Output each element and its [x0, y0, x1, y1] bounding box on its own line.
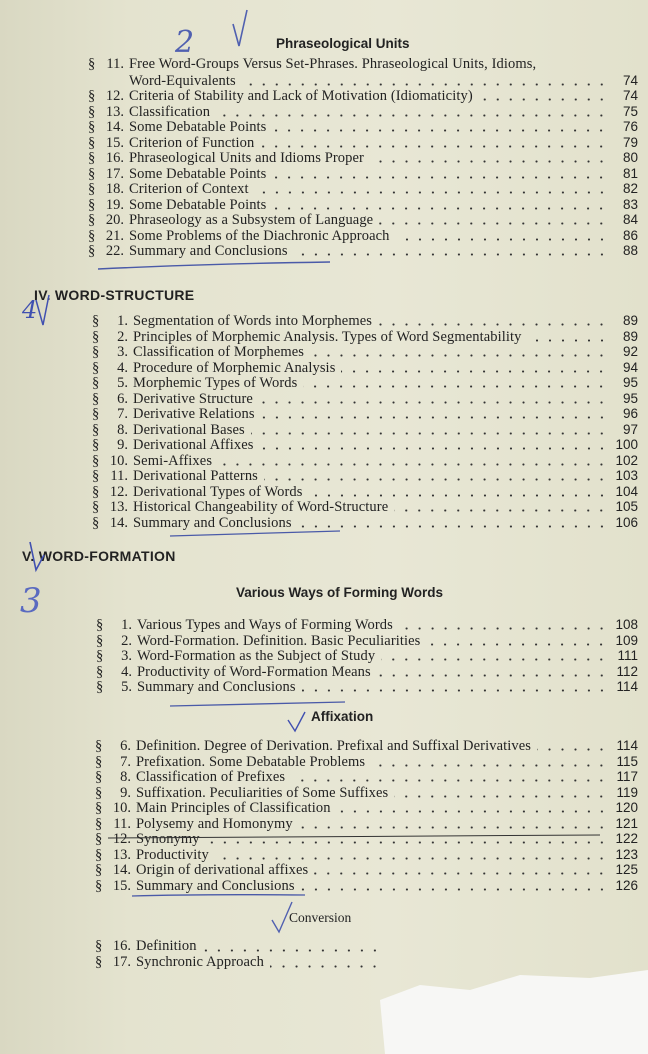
- entry-page-number: 88: [622, 243, 638, 258]
- entry-page-number: 115: [616, 753, 638, 769]
- section-sign: §: [88, 196, 96, 213]
- section-sign: §: [95, 938, 103, 954]
- entry-page-number: 122: [615, 831, 638, 846]
- entry-title-continuation: Word-Equivalents: [129, 72, 236, 89]
- entry-title: Some Debatable Points: [129, 165, 267, 182]
- entry-page-number: 104: [615, 483, 638, 499]
- entry-number: 2.: [121, 632, 132, 649]
- entry-number: 15.: [105, 134, 124, 151]
- handwritten-number-2: 2: [175, 25, 195, 60]
- dot-leader: [260, 447, 608, 450]
- handwritten-number-4: 4: [22, 296, 38, 324]
- section-sign: §: [88, 181, 96, 197]
- entry-title: Synonymy: [136, 831, 200, 847]
- entry-number: 3.: [117, 344, 128, 360]
- entry-number: 5.: [117, 375, 128, 391]
- entry-number: 14.: [109, 514, 128, 531]
- entry-number: 16.: [112, 938, 131, 954]
- toc-entry[interactable]: [95, 955, 387, 971]
- entry-page-number: 92: [622, 344, 638, 359]
- section-sign: §: [92, 499, 100, 515]
- entry-number: 2.: [117, 328, 128, 345]
- section-sign: §: [92, 375, 100, 391]
- dot-leader: [479, 98, 608, 101]
- entry-number: 5.: [121, 679, 132, 695]
- toc-entry[interactable]: [92, 329, 638, 345]
- entry-page-number: 114: [616, 679, 638, 694]
- toc-entry-continuation[interactable]: [88, 73, 638, 89]
- entry-title: Phraseology as a Subsystem of Language: [129, 212, 374, 228]
- entry-page-number: 89: [622, 328, 638, 344]
- entry-page-number: 97: [622, 421, 638, 437]
- entry-title: Productivity of Word-Formation Means: [137, 663, 371, 680]
- subsection-heading-affixation: Affixation: [311, 709, 374, 724]
- entry-number: 15.: [112, 877, 131, 894]
- section-sign: §: [88, 150, 96, 166]
- entry-number: 6.: [117, 390, 128, 407]
- dot-leader: [294, 253, 608, 256]
- section-sign: §: [92, 390, 100, 407]
- section-sign: §: [88, 119, 96, 135]
- dot-leader: [272, 207, 608, 210]
- toc-entry[interactable]: [92, 499, 638, 515]
- toc-entry[interactable]: [88, 88, 638, 104]
- section-sign: §: [92, 483, 100, 500]
- entry-title: Suffixation. Peculiarities of Some Suffixes: [136, 784, 389, 801]
- toc-list-phraseological-units: [88, 57, 638, 259]
- entry-number: 9.: [117, 437, 128, 453]
- dot-leader: [203, 949, 381, 952]
- section-sign: §: [95, 784, 103, 801]
- toc-entry[interactable]: [88, 181, 638, 197]
- entry-number: 16.: [105, 150, 124, 166]
- section-sign: §: [95, 877, 103, 894]
- entry-page-number: 109: [615, 632, 638, 648]
- toc-entry[interactable]: [88, 135, 638, 151]
- toc-entry[interactable]: [92, 391, 638, 407]
- entry-number: 19.: [105, 196, 124, 213]
- entry-title: Derivational Bases: [133, 421, 245, 438]
- entry-number: 14.: [112, 862, 131, 878]
- entry-number: 4.: [121, 663, 132, 680]
- entry-title: Synchronic Approach: [136, 953, 264, 970]
- toc-entry[interactable]: [95, 738, 638, 754]
- dot-leader: [215, 857, 608, 860]
- entry-title: Criteria of Stability and Lack of Motivation (Idiomaticity): [129, 88, 473, 104]
- dot-leader: [216, 114, 608, 117]
- section-sign: §: [95, 769, 103, 785]
- entry-number: 3.: [121, 648, 132, 664]
- toc-entry[interactable]: [96, 633, 638, 649]
- toc-entry[interactable]: [96, 664, 638, 680]
- entry-number: 7.: [117, 406, 128, 422]
- dot-leader: [337, 810, 608, 813]
- underline-mark: [170, 531, 340, 536]
- entry-page-number: 95: [622, 375, 638, 390]
- dot-leader: [260, 145, 608, 148]
- entry-title: Derivational Patterns: [133, 468, 258, 484]
- entry-title: Some Debatable Points: [129, 196, 267, 213]
- toc-entry[interactable]: [92, 313, 638, 329]
- entry-page-number: 123: [615, 846, 638, 862]
- underline-mark: [98, 262, 330, 269]
- dot-leader: [309, 494, 608, 497]
- toc-entry[interactable]: [95, 785, 638, 801]
- dot-leader: [378, 323, 608, 326]
- toc-entry[interactable]: [88, 228, 638, 244]
- toc-entry[interactable]: [88, 57, 638, 73]
- toc-entry[interactable]: [92, 453, 638, 469]
- toc-entry[interactable]: [92, 406, 638, 422]
- dot-leader: [251, 432, 608, 435]
- entry-title: Summary and Conclusions: [137, 679, 296, 695]
- entry-number: 13.: [109, 499, 128, 515]
- section-sign: §: [96, 632, 104, 649]
- section-sign: §: [88, 56, 96, 72]
- toc-entry[interactable]: [96, 648, 638, 664]
- entry-page-number: 84: [622, 212, 638, 227]
- section-sign: §: [95, 846, 103, 863]
- toc-entry[interactable]: [92, 422, 638, 438]
- toc-list-word-structure: [92, 313, 638, 530]
- entry-number: 11.: [113, 815, 131, 832]
- entry-page-number: 81: [622, 165, 638, 181]
- toc-entry[interactable]: [95, 816, 638, 832]
- entry-title: Classification: [129, 103, 211, 120]
- entry-number: 13.: [112, 846, 131, 863]
- toc-entry[interactable]: [95, 800, 638, 816]
- entry-page-number: 119: [616, 784, 638, 800]
- entry-page-number: 94: [622, 359, 638, 375]
- dot-leader: [399, 627, 608, 630]
- entry-page-number: 102: [615, 452, 638, 468]
- entry-title: Summary and Conclusions: [129, 243, 288, 259]
- entry-title: Polysemy and Homonymy: [136, 815, 293, 832]
- toc-entry[interactable]: [88, 166, 638, 182]
- toc-entry[interactable]: [92, 375, 638, 391]
- entry-number: 1.: [121, 617, 132, 633]
- entry-number: 22.: [105, 243, 124, 259]
- entry-title: Free Word-Groups Versus Set-Phrases. Phraseological Units, Idioms,: [129, 56, 537, 72]
- entry-title: Segmentation of Words into Morphemes: [133, 313, 372, 329]
- entry-title: Productivity: [136, 846, 209, 863]
- section-sign: §: [88, 134, 96, 151]
- entry-number: 8.: [117, 421, 128, 438]
- entry-page-number: 111: [617, 648, 638, 663]
- dot-leader: [537, 748, 608, 751]
- toc-list-various-ways: [96, 617, 638, 695]
- toc-entry[interactable]: [92, 468, 638, 484]
- dot-leader: [264, 478, 608, 481]
- section-sign: §: [95, 953, 103, 970]
- entry-title: Criterion of Context: [129, 181, 249, 197]
- toc-entry[interactable]: [95, 878, 638, 894]
- entry-title: Phraseological Units and Idioms Proper: [129, 150, 364, 166]
- toc-entry[interactable]: [95, 862, 638, 878]
- section-sign: §: [95, 753, 103, 770]
- entry-title: Derivative Relations: [133, 406, 255, 422]
- entry-title: Classification of Morphemes: [133, 344, 305, 360]
- entry-number: 1.: [117, 313, 128, 329]
- dot-leader: [259, 401, 608, 404]
- entry-page-number: 96: [622, 406, 638, 421]
- entry-page-number: 95: [622, 390, 638, 406]
- entry-number: 12.: [112, 831, 131, 847]
- entry-number: 6.: [120, 738, 131, 754]
- entry-number: 12.: [109, 483, 128, 500]
- entry-page-number: 100: [615, 437, 638, 452]
- section-sign: §: [88, 227, 96, 244]
- entry-page-number: 112: [616, 663, 638, 679]
- entry-number: 17.: [112, 953, 131, 970]
- dot-leader: [302, 689, 608, 692]
- toc-entry[interactable]: [92, 484, 638, 500]
- toc-entry[interactable]: [95, 754, 638, 770]
- entry-page-number: 126: [615, 877, 638, 893]
- entry-title: Origin of derivational affixes: [136, 862, 309, 878]
- toc-entry[interactable]: [92, 437, 638, 453]
- entry-number: 10.: [109, 452, 128, 469]
- section-sign: §: [92, 437, 100, 453]
- dot-leader: [394, 795, 608, 798]
- toc-entry[interactable]: [95, 769, 638, 785]
- entry-page-number: 76: [622, 119, 638, 134]
- underline-mark: [170, 702, 345, 706]
- entry-number: 17.: [105, 165, 124, 182]
- section-sign: §: [96, 648, 104, 664]
- entry-page-number: 83: [622, 196, 638, 212]
- section-sign: §: [92, 514, 100, 531]
- entry-title: Derivative Structure: [133, 390, 253, 407]
- dot-leader: [270, 965, 381, 968]
- subsection-heading-various-ways: Various Ways of Forming Words: [236, 585, 444, 600]
- entry-title: Definition: [136, 938, 197, 954]
- entry-number: 10.: [112, 800, 131, 816]
- checkmark-icon: [288, 712, 305, 731]
- section-sign: §: [92, 313, 100, 329]
- section-sign: §: [92, 328, 100, 345]
- underline-mark: [132, 895, 305, 896]
- dot-leader: [396, 238, 608, 241]
- entry-page-number: 114: [616, 738, 638, 753]
- toc-entry[interactable]: [95, 831, 638, 847]
- dot-leader: [242, 83, 608, 86]
- section-sign: §: [92, 452, 100, 469]
- entry-page-number: 125: [615, 862, 638, 877]
- toc-entry[interactable]: [95, 939, 387, 955]
- toc-entry[interactable]: [92, 344, 638, 360]
- toc-entry[interactable]: [92, 515, 638, 531]
- entry-title: Prefixation. Some Debatable Problems: [136, 753, 366, 770]
- entry-title: Summary and Conclusions: [133, 514, 292, 531]
- entry-number: 9.: [120, 784, 131, 801]
- toc-entry[interactable]: [92, 360, 638, 376]
- section-sign: §: [95, 815, 103, 832]
- entry-number: 20.: [105, 212, 124, 228]
- entry-number: 11.: [106, 56, 124, 72]
- toc-entry[interactable]: [88, 197, 638, 213]
- dot-leader: [298, 525, 608, 528]
- dot-leader: [381, 658, 608, 661]
- toc-entry[interactable]: [96, 617, 638, 633]
- dot-leader: [377, 674, 608, 677]
- section-sign: §: [92, 359, 100, 376]
- entry-title: Main Principles of Classification: [136, 800, 331, 816]
- dot-leader: [370, 160, 608, 163]
- section-sign: §: [95, 862, 103, 878]
- section-sign: §: [88, 165, 96, 182]
- toc-entry[interactable]: [88, 212, 638, 228]
- section-sign: §: [96, 679, 104, 695]
- section-sign: §: [96, 617, 104, 633]
- entry-number: 21.: [105, 227, 124, 244]
- entry-page-number: 74: [622, 88, 638, 103]
- section-sign: §: [88, 88, 96, 104]
- toc-entry[interactable]: [88, 104, 638, 120]
- entry-number: 18.: [105, 181, 124, 197]
- entry-page-number: 117: [616, 769, 638, 784]
- entry-number: 4.: [117, 359, 128, 376]
- toc-entry[interactable]: [88, 150, 638, 166]
- toc-entry[interactable]: [88, 243, 638, 259]
- section-sign: §: [95, 831, 103, 847]
- entry-page-number: 74: [622, 72, 638, 88]
- dot-leader: [206, 841, 608, 844]
- entry-page-number: 82: [622, 181, 638, 196]
- dot-leader: [426, 643, 608, 646]
- entry-number: 7.: [120, 753, 131, 770]
- entry-page-number: 103: [615, 468, 638, 483]
- dot-leader: [394, 509, 608, 512]
- entry-title: Word-Formation as the Subject of Study: [137, 648, 376, 664]
- entry-title: Some Debatable Points: [129, 119, 267, 135]
- entry-title: Principles of Morphemic Analysis. Types of Word Segmentability: [133, 328, 522, 345]
- section-sign: §: [96, 663, 104, 680]
- section-sign: §: [88, 103, 96, 120]
- section-sign: §: [88, 243, 96, 259]
- entry-page-number: 89: [622, 313, 638, 328]
- subsection-heading-conversion: Conversion: [289, 910, 352, 925]
- dot-leader: [310, 354, 608, 357]
- dot-leader: [341, 370, 608, 373]
- entry-page-number: 120: [615, 800, 638, 815]
- entry-title: Classification of Prefixes: [136, 769, 286, 785]
- toc-entry[interactable]: [95, 847, 638, 863]
- entry-number: 8.: [120, 769, 131, 785]
- section-sign: §: [95, 800, 103, 816]
- entry-title: Summary and Conclusions: [136, 877, 295, 894]
- dot-leader: [314, 872, 608, 875]
- checkmark-icon: [233, 10, 247, 46]
- subsection-heading-phraseological-units: Phraseological Units: [276, 36, 410, 51]
- entry-title: Derivational Affixes: [133, 437, 254, 453]
- dot-leader: [255, 191, 608, 194]
- section-sign: §: [92, 344, 100, 360]
- entry-title: Criterion of Function: [129, 134, 255, 151]
- section-sign: §: [95, 738, 103, 754]
- entry-title: Some Problems of the Diachronic Approach: [129, 227, 390, 244]
- dot-leader: [379, 222, 608, 225]
- dot-leader: [272, 176, 608, 179]
- dot-leader: [301, 888, 608, 891]
- entry-number: 13.: [105, 103, 124, 120]
- entry-number: 14.: [105, 119, 124, 135]
- entry-page-number: 121: [615, 815, 638, 831]
- entry-page-number: 106: [615, 514, 638, 530]
- entry-title: Historical Changeability of Word-Structure: [133, 499, 389, 515]
- entry-title: Morphemic Types of Words: [133, 375, 298, 391]
- section-sign: §: [88, 212, 96, 228]
- chapter-heading-word-formation: V. WORD-FORMATION: [22, 548, 176, 564]
- dot-leader: [528, 339, 609, 342]
- entry-title: Derivational Types of Words: [133, 483, 303, 500]
- entry-number: 12.: [105, 88, 124, 104]
- entry-page-number: 86: [622, 227, 638, 243]
- dot-leader: [371, 764, 608, 767]
- handwritten-number-3: 3: [20, 581, 42, 621]
- entry-title: Semi-Affixes: [133, 452, 213, 469]
- entry-number: 11.: [110, 468, 128, 484]
- toc-list-affixation: [95, 738, 638, 893]
- entry-title: Procedure of Morphemic Analysis: [133, 359, 336, 376]
- toc-list-conversion: [95, 939, 387, 970]
- section-sign: §: [92, 421, 100, 438]
- section-sign: §: [92, 406, 100, 422]
- entry-page-number: 75: [622, 103, 638, 119]
- entry-title: Various Types and Ways of Forming Words: [137, 617, 393, 633]
- dot-leader: [303, 385, 608, 388]
- dot-leader: [299, 826, 608, 829]
- toc-entry[interactable]: [88, 119, 638, 135]
- entry-page-number: 105: [615, 499, 638, 514]
- entry-title: Word-Formation. Definition. Basic Peculiarities: [137, 632, 421, 649]
- toc-entry[interactable]: [96, 679, 638, 695]
- dot-leader: [218, 463, 608, 466]
- chapter-heading-word-structure: IV. WORD-STRUCTURE: [34, 287, 195, 303]
- dot-leader: [291, 779, 608, 782]
- dot-leader: [272, 129, 608, 132]
- section-sign: §: [92, 468, 100, 484]
- entry-page-number: 80: [622, 150, 638, 165]
- entry-page-number: 79: [622, 134, 638, 150]
- entry-page-number: 108: [615, 617, 638, 632]
- dot-leader: [261, 416, 608, 419]
- entry-title: Definition. Degree of Derivation. Prefixal and Suffixal Derivatives: [136, 738, 531, 754]
